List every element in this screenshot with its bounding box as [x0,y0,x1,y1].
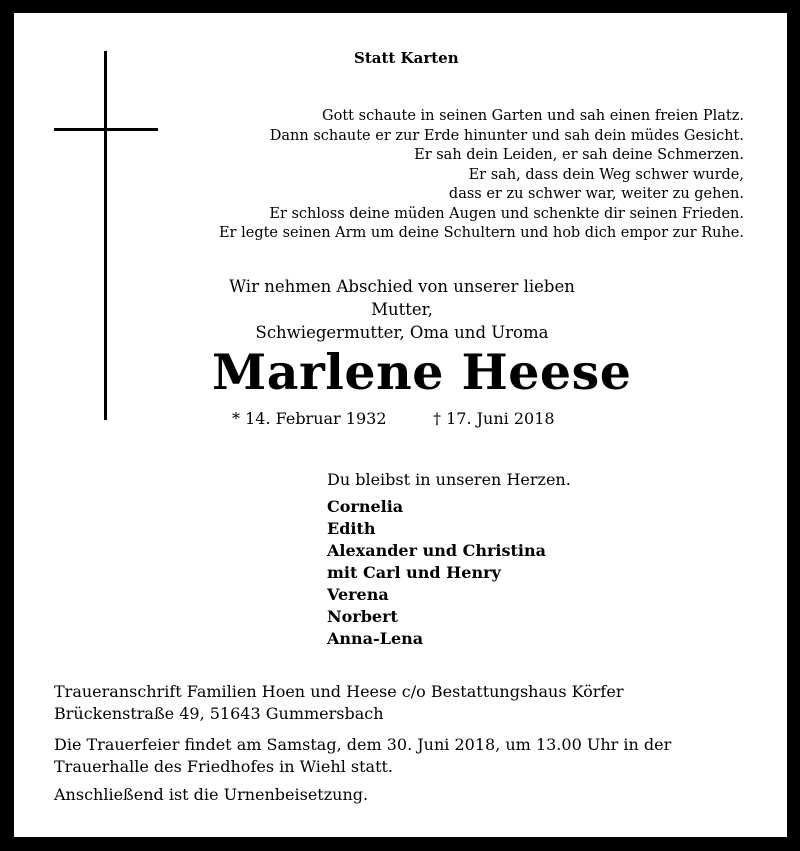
poem-line: dass er zu schwer war, weiter zu gehen. [448,186,744,202]
mourner-name: Alexander und Christina [327,541,546,560]
mourner-name: Norbert [327,607,398,626]
mourner-name: Anna-Lena [327,629,424,648]
service-info: Die Trauerfeier findet am Samstag, dem 30. Juni 2018, um 13.00 Uhr in der Trauerhalle des Friedhofes in Wiehl statt. [54,735,672,776]
mourner-name: Edith [327,519,376,538]
poem-line: Dann schaute er zur Erde hinunter und sah dein müdes Gesicht. [269,127,744,144]
deceased-name: Marlene Heese [212,343,632,401]
mourning-address [54,681,623,725]
mourners-list [327,496,546,650]
cross-icon [104,51,107,420]
farewell-line: Schwiegermutter, Oma und Uroma [255,323,549,342]
poem-line: Er sah dein Leiden, er sah deine Schmerzen. [414,147,744,163]
poem-line: Er legte seinen Arm um deine Schultern und hob dich empor zur Ruhe. [218,225,744,241]
poem-line: Gott schaute in seinen Garten und sah einen freien Platz. [322,108,744,124]
notice-header: Statt Karten [354,49,459,67]
farewell-text [212,275,592,344]
farewell-line: Wir nehmen Abschied von unserer lieben Mutter, [229,277,575,319]
address-line: Brückenstraße 49, 51643 Gummersbach [54,704,384,723]
mourner-name: Verena [327,585,389,604]
cross-icon-crossbar [54,128,158,131]
poem-line: Er schloss deine müden Augen und schenkte dir seinen Frieden. [269,205,744,222]
closing-line: Du bleibst in unseren Herzen. [327,470,571,489]
death-date: † 17. Juni 2018 [433,409,555,428]
mourner-name: mit Carl und Henry [327,563,501,582]
poem [219,107,744,244]
urn-burial-info: Anschließend ist die Urnenbeisetzung. [54,785,369,804]
address-line: Traueranschrift Familien Hoen und Heese c/o Bestattungshaus Körfer [54,682,624,701]
mourner-name: Cornelia [327,497,404,516]
poem-line: Er sah, dass dein Weg schwer wurde, [468,166,744,183]
birth-date: * 14. Februar 1932 [232,409,387,428]
